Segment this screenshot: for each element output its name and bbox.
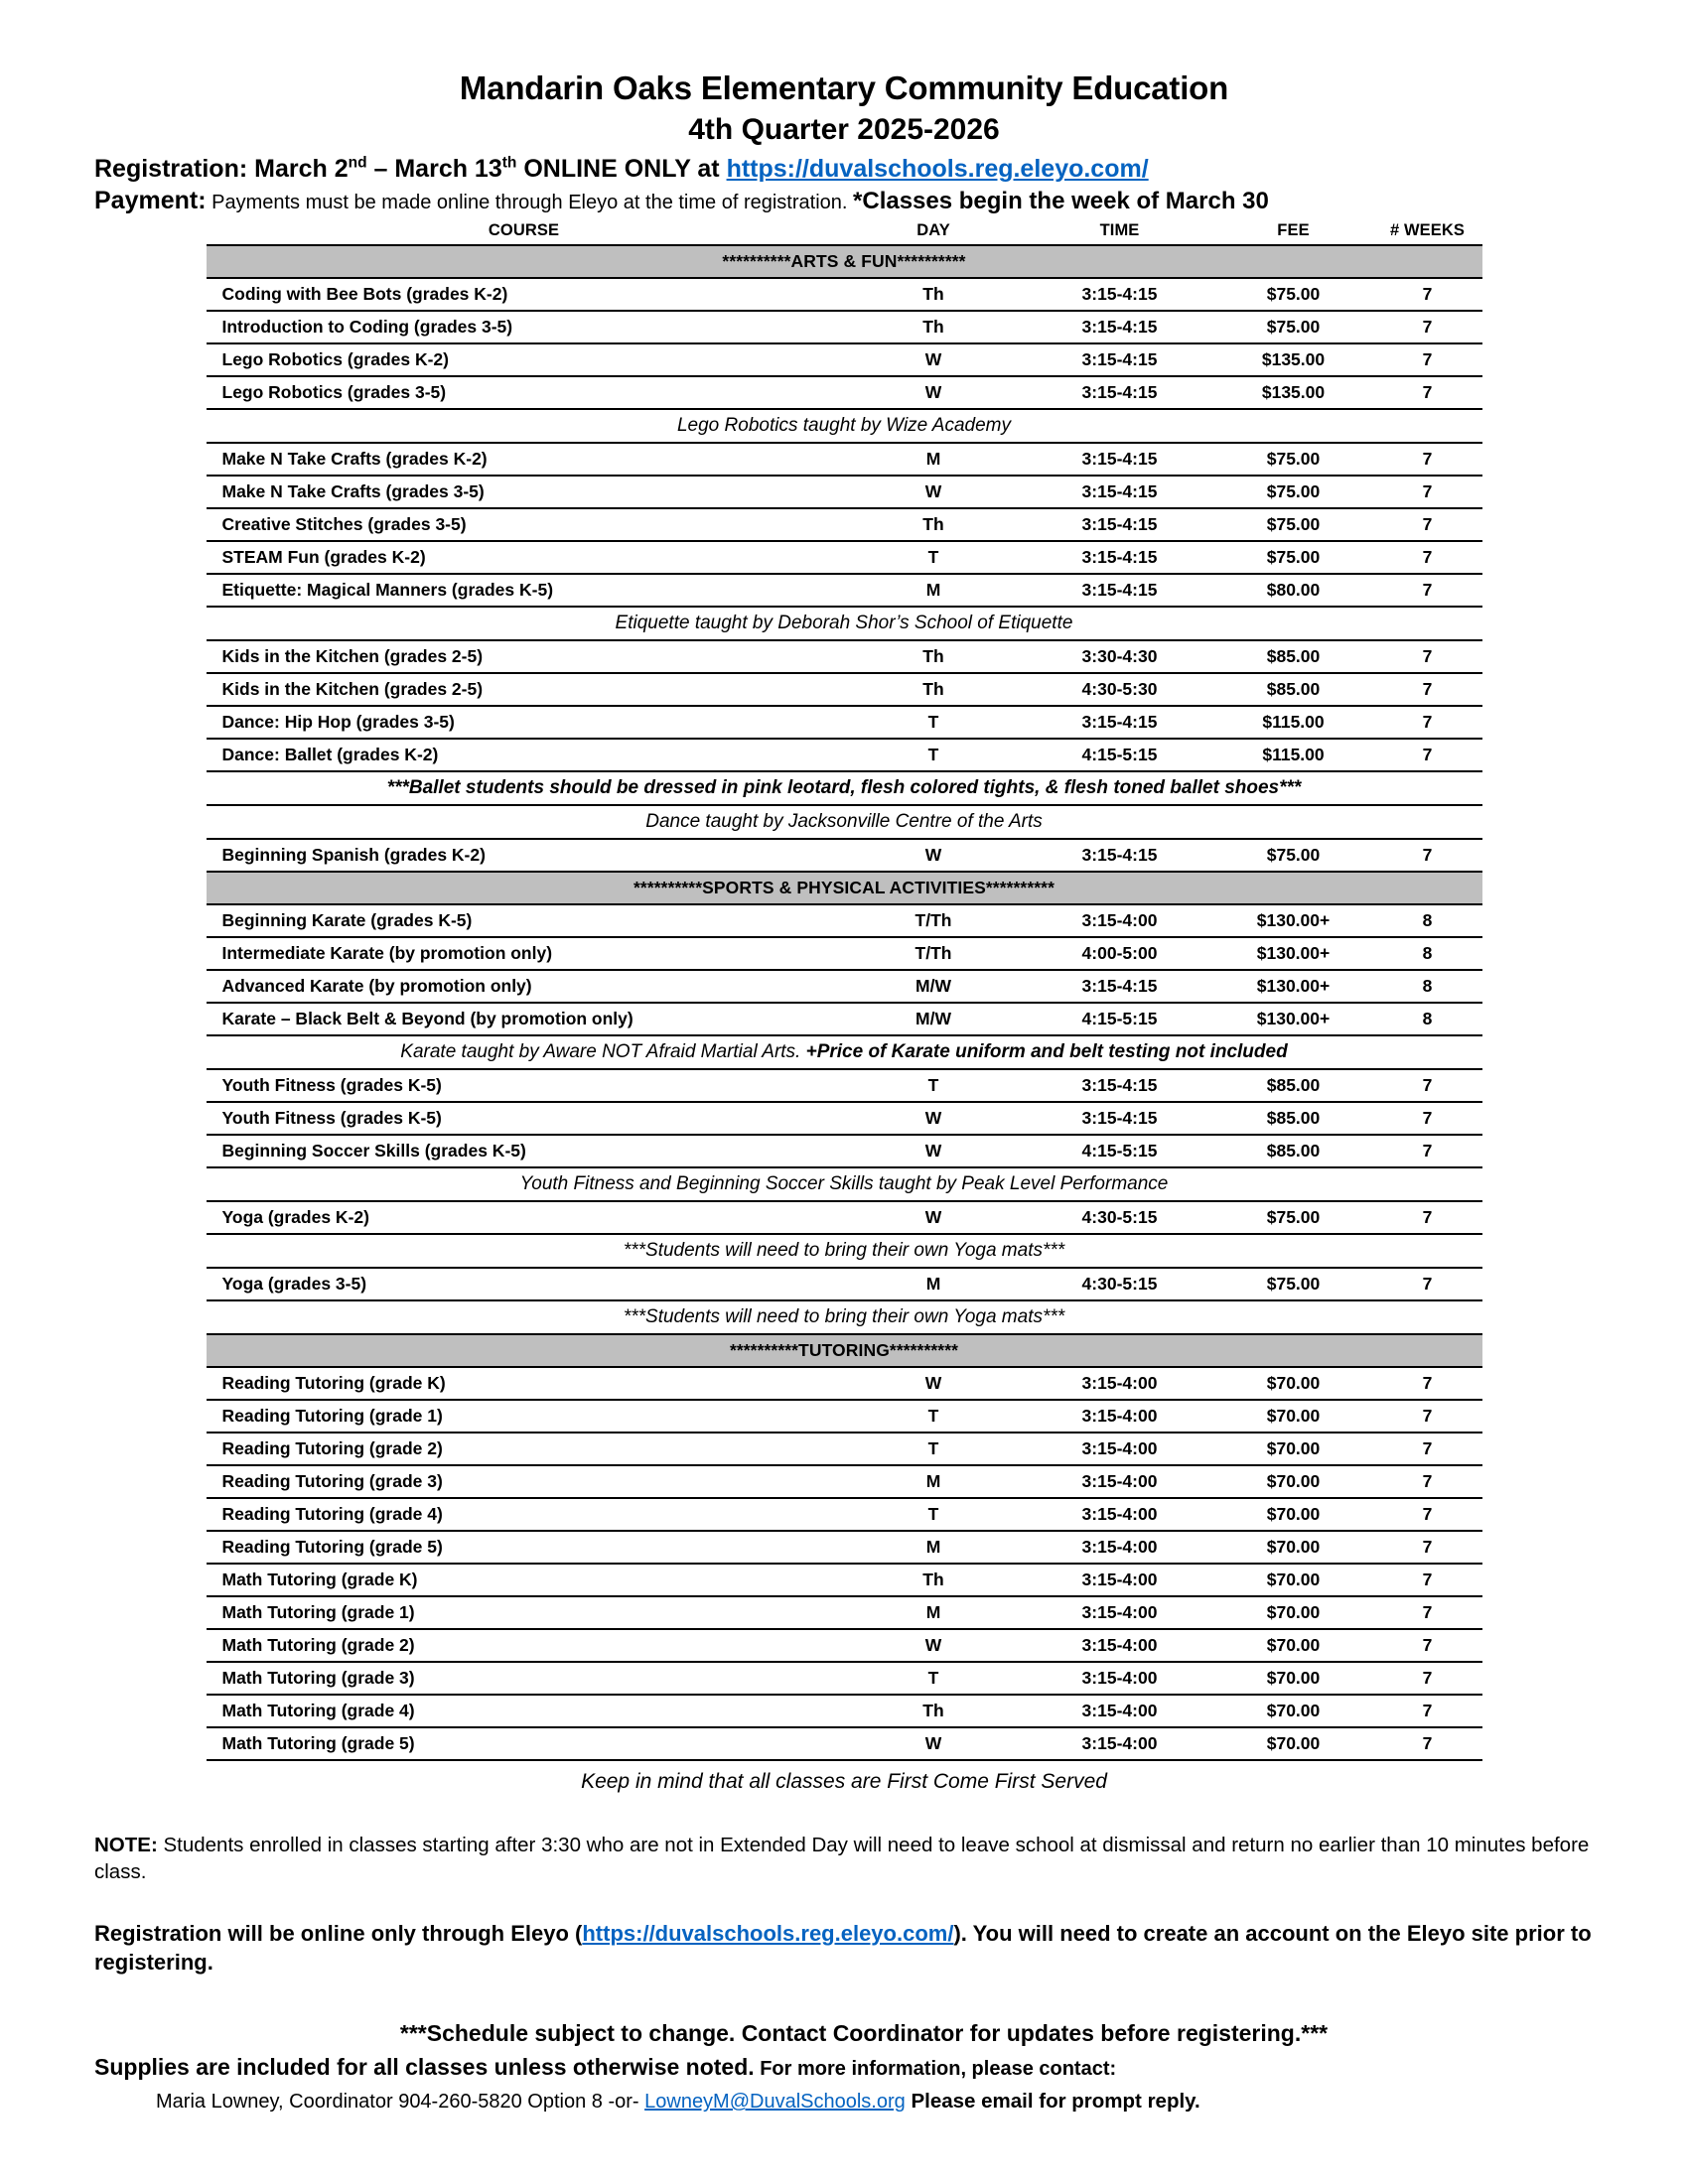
dismissal-note (94, 1832, 1594, 1885)
section-header-row (207, 1334, 1482, 1367)
course-name-cell: Creative Stitches (grades 3-5) (207, 508, 842, 541)
table-row (207, 640, 1482, 673)
coordinator-email-link[interactable]: LowneyM@DuvalSchools.org (644, 2091, 906, 2114)
note-body: Students enrolled in classes starting after 3:30 who are not in Extended Day will need to leave school at dismissal and return no earlier than 10 minutes before class. (94, 1834, 1590, 1884)
weeks-cell: 7 (1373, 1201, 1482, 1234)
supplies-note (94, 2054, 1594, 2081)
section-header-row (207, 245, 1482, 278)
weeks-cell: 7 (1373, 1433, 1482, 1465)
supplies-bold-text: Supplies are included for all classes unless otherwise noted. (94, 2054, 755, 2081)
day-cell: W (842, 476, 1026, 508)
fee-cell: $75.00 (1214, 541, 1373, 574)
time-cell: 3:15-4:15 (1026, 508, 1214, 541)
table-row (207, 1003, 1482, 1035)
weeks-cell: 7 (1373, 541, 1482, 574)
day-cell: W (842, 343, 1026, 376)
table-row (207, 904, 1482, 937)
course-name-cell: Etiquette: Magical Manners (grades K-5) (207, 574, 842, 607)
fee-cell: $80.00 (1214, 574, 1373, 607)
table-row (207, 376, 1482, 409)
note-text: Etiquette taught by Deborah Shor’s School of Etiquette (207, 607, 1482, 640)
course-name-cell: Math Tutoring (grade 1) (207, 1596, 842, 1629)
table-row (207, 1629, 1482, 1662)
time-cell: 4:30-5:15 (1026, 1268, 1214, 1300)
day-cell: Th (842, 278, 1026, 311)
email-prompt-note: Please email for prompt reply. (905, 2090, 1200, 2114)
course-name-cell: Yoga (grades K-2) (207, 1201, 842, 1234)
course-name-cell: Math Tutoring (grade K) (207, 1564, 842, 1596)
day-cell: T (842, 1662, 1026, 1695)
time-cell: 3:15-4:00 (1026, 904, 1214, 937)
course-name-cell: Math Tutoring (grade 2) (207, 1629, 842, 1662)
fee-cell: $70.00 (1214, 1400, 1373, 1433)
fee-cell: $85.00 (1214, 640, 1373, 673)
note-row (207, 1167, 1482, 1201)
time-cell: 4:15-5:15 (1026, 1003, 1214, 1035)
course-name-cell: Dance: Hip Hop (grades 3-5) (207, 706, 842, 739)
weeks-cell: 7 (1373, 1367, 1482, 1400)
registration-instructions-suffix: ). You will need to create an account on the Eleyo site prior to registering. (94, 1921, 1592, 1976)
fee-cell: $70.00 (1214, 1367, 1373, 1400)
course-name-cell: Beginning Soccer Skills (grades K-5) (207, 1135, 842, 1167)
time-cell: 3:15-4:00 (1026, 1531, 1214, 1564)
day-cell: T (842, 1433, 1026, 1465)
fee-cell: $135.00 (1214, 343, 1373, 376)
registration-online-text: ONLINE ONLY at (516, 155, 727, 184)
note-text: Youth Fitness and Beginning Soccer Skills taught by Peak Level Performance (207, 1167, 1482, 1201)
course-name-cell: Math Tutoring (grade 3) (207, 1662, 842, 1695)
column-header-course: COURSE (488, 221, 560, 240)
time-cell: 4:30-5:30 (1026, 673, 1214, 706)
time-cell: 3:15-4:15 (1026, 343, 1214, 376)
note-text (207, 1035, 1482, 1069)
day-cell: T (842, 706, 1026, 739)
time-cell: 4:15-5:15 (1026, 1135, 1214, 1167)
fee-cell: $75.00 (1214, 443, 1373, 476)
table-row (207, 1400, 1482, 1433)
weeks-cell: 7 (1373, 673, 1482, 706)
course-name-cell: Reading Tutoring (grade 4) (207, 1498, 842, 1531)
first-come-note: Keep in mind that all classes are First Come First Served (581, 1770, 1107, 1794)
time-cell: 3:15-4:15 (1026, 839, 1214, 872)
fee-cell: $130.00+ (1214, 904, 1373, 937)
fee-cell: $85.00 (1214, 673, 1373, 706)
section-header-row (207, 872, 1482, 904)
time-cell: 4:00-5:00 (1026, 937, 1214, 970)
table-body (207, 245, 1482, 1760)
time-cell: 3:15-4:00 (1026, 1596, 1214, 1629)
course-name-cell: Reading Tutoring (grade 3) (207, 1465, 842, 1498)
course-name-cell: Advanced Karate (by promotion only) (207, 970, 842, 1003)
weeks-cell: 7 (1373, 1596, 1482, 1629)
table-row (207, 343, 1482, 376)
table-row (207, 839, 1482, 872)
weeks-cell: 7 (1373, 739, 1482, 771)
section-header-label: **********ARTS & FUN********** (207, 245, 1482, 278)
note-text-emphasis: +Price of Karate uniform and belt testing not included (805, 1041, 1288, 1063)
table-row (207, 739, 1482, 771)
time-cell: 3:15-4:15 (1026, 574, 1214, 607)
day-cell: W (842, 376, 1026, 409)
weeks-cell: 7 (1373, 443, 1482, 476)
weeks-cell: 7 (1373, 1102, 1482, 1135)
time-cell: 3:15-4:00 (1026, 1465, 1214, 1498)
fee-cell: $70.00 (1214, 1531, 1373, 1564)
fee-cell: $75.00 (1214, 508, 1373, 541)
time-cell: 3:15-4:15 (1026, 1069, 1214, 1102)
time-cell: 3:30-4:30 (1026, 640, 1214, 673)
table-row (207, 937, 1482, 970)
registration-sup-b: th (501, 155, 517, 172)
table-row (207, 1564, 1482, 1596)
day-cell: W (842, 839, 1026, 872)
fee-cell: $70.00 (1214, 1465, 1373, 1498)
weeks-cell: 7 (1373, 1564, 1482, 1596)
day-cell: M (842, 443, 1026, 476)
time-cell: 4:15-5:15 (1026, 739, 1214, 771)
fee-cell: $70.00 (1214, 1727, 1373, 1760)
course-name-cell: Intermediate Karate (by promotion only) (207, 937, 842, 970)
note-text: Dance taught by Jacksonville Centre of the Arts (207, 805, 1482, 839)
coordinator-contact (94, 2090, 1594, 2114)
weeks-cell: 8 (1373, 904, 1482, 937)
weeks-cell: 7 (1373, 1662, 1482, 1695)
note-row (207, 1234, 1482, 1268)
day-cell: W (842, 1367, 1026, 1400)
day-cell: W (842, 1201, 1026, 1234)
table-row (207, 1695, 1482, 1727)
day-cell: Th (842, 1695, 1026, 1727)
fee-cell: $115.00 (1214, 739, 1373, 771)
coordinator-name-phone: Maria Lowney, Coordinator 904-260-5820 Option 8 -or- (156, 2091, 645, 2114)
weeks-cell: 7 (1373, 343, 1482, 376)
time-cell: 3:15-4:15 (1026, 376, 1214, 409)
day-cell: M/W (842, 970, 1026, 1003)
weeks-cell: 7 (1373, 1268, 1482, 1300)
course-name-cell: Make N Take Crafts (grades K-2) (207, 443, 842, 476)
day-cell: Th (842, 673, 1026, 706)
fee-cell: $70.00 (1214, 1433, 1373, 1465)
note-text: ***Students will need to bring their own Yoga mats*** (207, 1300, 1482, 1334)
weeks-cell: 7 (1373, 278, 1482, 311)
weeks-cell: 7 (1373, 1498, 1482, 1531)
day-cell: Th (842, 508, 1026, 541)
section-header-label: **********TUTORING********** (207, 1334, 1482, 1367)
time-cell: 3:15-4:15 (1026, 311, 1214, 343)
table-row (207, 1069, 1482, 1102)
registration-line (94, 153, 1594, 185)
note-text: ***Ballet students should be dressed in pink leotard, flesh colored tights, & flesh toned ballet shoes*** (207, 771, 1482, 805)
course-name-cell: Youth Fitness (grades K-5) (207, 1069, 842, 1102)
fee-cell: $70.00 (1214, 1629, 1373, 1662)
course-name-cell: Dance: Ballet (grades K-2) (207, 739, 842, 771)
time-cell: 3:15-4:00 (1026, 1629, 1214, 1662)
time-cell: 3:15-4:00 (1026, 1433, 1214, 1465)
course-name-cell: Karate – Black Belt & Beyond (by promotion only) (207, 1003, 842, 1035)
page-title: Mandarin Oaks Elementary Community Education (459, 69, 1229, 106)
fee-cell: $75.00 (1214, 1268, 1373, 1300)
time-cell: 3:15-4:00 (1026, 1498, 1214, 1531)
course-name-cell: Beginning Karate (grades K-5) (207, 904, 842, 937)
table-row (207, 311, 1482, 343)
fee-cell: $115.00 (1214, 706, 1373, 739)
fee-cell: $70.00 (1214, 1498, 1373, 1531)
table-row (207, 1201, 1482, 1234)
course-name-cell: Beginning Spanish (grades K-2) (207, 839, 842, 872)
table-row (207, 476, 1482, 508)
fee-cell: $75.00 (1214, 1201, 1373, 1234)
course-name-cell: Reading Tutoring (grade K) (207, 1367, 842, 1400)
time-cell: 3:15-4:15 (1026, 1102, 1214, 1135)
table-row (207, 1135, 1482, 1167)
payment-line (94, 185, 1594, 217)
fee-cell: $85.00 (1214, 1069, 1373, 1102)
weeks-cell: 8 (1373, 937, 1482, 970)
registration-instructions (94, 1919, 1594, 1977)
note-text-main: Karate taught by Aware NOT Afraid Martial Arts. (400, 1041, 806, 1063)
table-row (207, 1498, 1482, 1531)
day-cell: Th (842, 311, 1026, 343)
day-cell: T/Th (842, 937, 1026, 970)
time-cell: 3:15-4:15 (1026, 541, 1214, 574)
table-header-row (207, 219, 1482, 245)
weeks-cell: 7 (1373, 1069, 1482, 1102)
payment-text: Payments must be made online through Eleyo at the time of registration. (206, 192, 854, 214)
fee-cell: $75.00 (1214, 278, 1373, 311)
course-name-cell: Kids in the Kitchen (grades 2-5) (207, 673, 842, 706)
course-name-cell: Kids in the Kitchen (grades 2-5) (207, 640, 842, 673)
weeks-cell: 7 (1373, 376, 1482, 409)
fee-cell: $85.00 (1214, 1102, 1373, 1135)
note-row (207, 771, 1482, 805)
time-cell: 3:15-4:00 (1026, 1727, 1214, 1760)
course-name-cell: Yoga (grades 3-5) (207, 1268, 842, 1300)
table-head (207, 219, 1482, 245)
fee-cell: $130.00+ (1214, 937, 1373, 970)
registration-instructions-prefix: Registration will be online only through Eleyo ( (94, 1921, 583, 1947)
course-name-cell: Reading Tutoring (grade 1) (207, 1400, 842, 1433)
note-text: Lego Robotics taught by Wize Academy (207, 409, 1482, 443)
schedule-change-note: ***Schedule subject to change. Contact Coordinator for updates before registering.*** (399, 2020, 1329, 2047)
note-row (207, 409, 1482, 443)
weeks-cell: 7 (1373, 1400, 1482, 1433)
day-cell: W (842, 1629, 1026, 1662)
time-cell: 3:15-4:15 (1026, 278, 1214, 311)
day-cell: T (842, 739, 1026, 771)
table-row (207, 443, 1482, 476)
fee-cell: $75.00 (1214, 311, 1373, 343)
table-row (207, 1662, 1482, 1695)
weeks-cell: 7 (1373, 1629, 1482, 1662)
registration-date-b: – March 13 (366, 155, 502, 184)
day-cell: M (842, 1465, 1026, 1498)
course-name-cell: Lego Robotics (grades K-2) (207, 343, 842, 376)
day-cell: Th (842, 640, 1026, 673)
day-cell: T (842, 1400, 1026, 1433)
fee-cell: $130.00+ (1214, 970, 1373, 1003)
day-cell: W (842, 1102, 1026, 1135)
column-header-weeks: # WEEKS (1390, 221, 1465, 240)
course-name-cell: Math Tutoring (grade 4) (207, 1695, 842, 1727)
supplies-contact-text: For more information, please contact: (754, 2058, 1117, 2081)
weeks-cell: 7 (1373, 1695, 1482, 1727)
time-cell: 3:15-4:15 (1026, 706, 1214, 739)
note-text: ***Students will need to bring their own Yoga mats*** (207, 1234, 1482, 1268)
table-row (207, 508, 1482, 541)
table-row (207, 673, 1482, 706)
note-row (207, 607, 1482, 640)
day-cell: T/Th (842, 904, 1026, 937)
column-header-day: DAY (916, 221, 950, 240)
fee-cell: $75.00 (1214, 839, 1373, 872)
course-name-cell: Math Tutoring (grade 5) (207, 1727, 842, 1760)
fee-cell: $70.00 (1214, 1596, 1373, 1629)
registration-sup-a: nd (348, 155, 367, 172)
course-name-cell: Coding with Bee Bots (grades K-2) (207, 278, 842, 311)
weeks-cell: 7 (1373, 1531, 1482, 1564)
day-cell: M (842, 1531, 1026, 1564)
course-name-cell: Lego Robotics (grades 3-5) (207, 376, 842, 409)
fee-cell: $85.00 (1214, 1135, 1373, 1167)
course-name-cell: Introduction to Coding (grades 3-5) (207, 311, 842, 343)
time-cell: 3:15-4:15 (1026, 970, 1214, 1003)
course-name-cell: Reading Tutoring (grade 5) (207, 1531, 842, 1564)
time-cell: 3:15-4:00 (1026, 1367, 1214, 1400)
weeks-cell: 7 (1373, 706, 1482, 739)
table-row (207, 1367, 1482, 1400)
weeks-cell: 7 (1373, 1135, 1482, 1167)
fee-cell: $75.00 (1214, 476, 1373, 508)
weeks-cell: 8 (1373, 1003, 1482, 1035)
weeks-cell: 7 (1373, 574, 1482, 607)
day-cell: Th (842, 1564, 1026, 1596)
registration-url-link[interactable]: https://duvalschools.reg.eleyo.com/ (726, 155, 1149, 184)
weeks-cell: 7 (1373, 476, 1482, 508)
table-row (207, 1727, 1482, 1760)
table-row (207, 1465, 1482, 1498)
weeks-cell: 8 (1373, 970, 1482, 1003)
day-cell: M/W (842, 1003, 1026, 1035)
weeks-cell: 7 (1373, 1465, 1482, 1498)
note-row (207, 1035, 1482, 1069)
table-row (207, 574, 1482, 607)
section-header-label: **********SPORTS & PHYSICAL ACTIVITIES********** (207, 872, 1482, 904)
time-cell: 3:15-4:00 (1026, 1662, 1214, 1695)
day-cell: T (842, 1498, 1026, 1531)
footer-section (94, 1770, 1594, 2114)
page-subtitle: 4th Quarter 2025-2026 (688, 112, 1000, 146)
day-cell: T (842, 1069, 1026, 1102)
table-row (207, 541, 1482, 574)
day-cell: T (842, 541, 1026, 574)
registration-date-a: March 2 (247, 155, 349, 184)
eleyo-url-link[interactable]: https://duvalschools.reg.eleyo.com/ (582, 1921, 954, 1947)
table-row (207, 278, 1482, 311)
time-cell: 3:15-4:15 (1026, 476, 1214, 508)
fee-cell: $130.00+ (1214, 1003, 1373, 1035)
payment-label: Payment: (94, 187, 207, 215)
day-cell: M (842, 1596, 1026, 1629)
time-cell: 3:15-4:00 (1026, 1564, 1214, 1596)
classes-begin-note: *Classes begin the week of March 30 (853, 188, 1269, 215)
course-name-cell: Youth Fitness (grades K-5) (207, 1102, 842, 1135)
table-row (207, 1268, 1482, 1300)
day-cell: W (842, 1135, 1026, 1167)
registration-label: Registration: (94, 155, 248, 184)
column-header-fee: FEE (1277, 221, 1310, 240)
course-name-cell: STEAM Fun (grades K-2) (207, 541, 842, 574)
fee-cell: $70.00 (1214, 1564, 1373, 1596)
table-row (207, 970, 1482, 1003)
weeks-cell: 7 (1373, 1727, 1482, 1760)
course-name-cell: Reading Tutoring (grade 2) (207, 1433, 842, 1465)
table-row (207, 1596, 1482, 1629)
weeks-cell: 7 (1373, 311, 1482, 343)
time-cell: 4:30-5:15 (1026, 1201, 1214, 1234)
day-cell: M (842, 1268, 1026, 1300)
time-cell: 3:15-4:00 (1026, 1695, 1214, 1727)
note-label: NOTE: (94, 1834, 158, 1857)
fee-cell: $70.00 (1214, 1695, 1373, 1727)
weeks-cell: 7 (1373, 508, 1482, 541)
class-schedule-table (207, 219, 1482, 1761)
table-row (207, 1531, 1482, 1564)
fee-cell: $70.00 (1214, 1662, 1373, 1695)
course-name-cell: Make N Take Crafts (grades 3-5) (207, 476, 842, 508)
column-header-time: TIME (1099, 221, 1140, 240)
day-cell: M (842, 574, 1026, 607)
weeks-cell: 7 (1373, 839, 1482, 872)
time-cell: 3:15-4:00 (1026, 1400, 1214, 1433)
table-row (207, 1433, 1482, 1465)
table-row (207, 1102, 1482, 1135)
fee-cell: $135.00 (1214, 376, 1373, 409)
note-row (207, 805, 1482, 839)
day-cell: W (842, 1727, 1026, 1760)
note-row (207, 1300, 1482, 1334)
time-cell: 3:15-4:15 (1026, 443, 1214, 476)
table-row (207, 706, 1482, 739)
weeks-cell: 7 (1373, 640, 1482, 673)
